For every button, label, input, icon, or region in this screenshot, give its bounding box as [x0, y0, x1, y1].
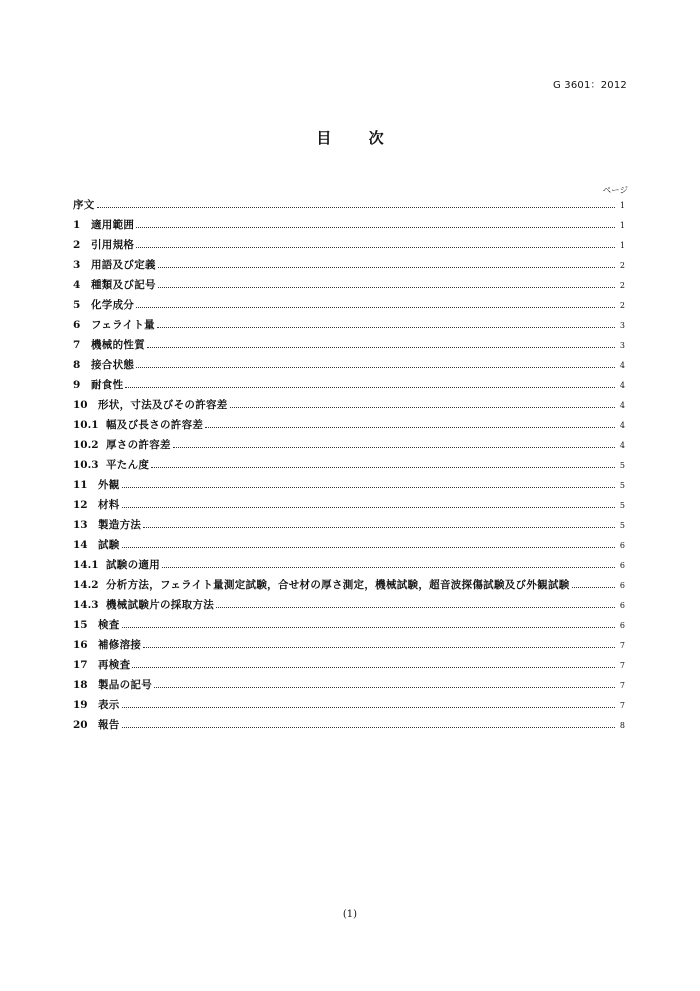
- toc-entry-label: フェライト量: [91, 319, 155, 331]
- toc-entry[interactable]: [73, 697, 625, 717]
- toc-leader-dots: [122, 547, 615, 548]
- toc-leader-dots: [122, 627, 615, 628]
- toc-entry-label: 耐食性: [91, 379, 124, 391]
- toc-entry-label: 幅及び長さの許容差: [106, 419, 204, 431]
- toc-entry[interactable]: [73, 297, 625, 317]
- toc-entry-label: 検査: [98, 619, 120, 631]
- toc-entry-page: 4: [619, 401, 625, 410]
- toc-entry-number: 10.1: [73, 419, 99, 431]
- toc-entry-number: 14.3: [73, 599, 99, 611]
- toc-entry-page: 3: [619, 341, 625, 350]
- toc-entry-number: 10.3: [73, 459, 99, 471]
- toc-entry-number: 8: [73, 359, 81, 371]
- toc-entry-page: 7: [619, 661, 625, 670]
- toc-entry-label: 用語及び定義: [91, 259, 156, 271]
- table-of-contents: [73, 197, 625, 737]
- toc-entry-number: 20: [73, 719, 88, 731]
- toc-entry[interactable]: [73, 397, 625, 417]
- toc-entry[interactable]: [73, 277, 625, 297]
- toc-entry-number: 11: [73, 479, 88, 491]
- toc-entry-label: 材料: [98, 499, 120, 511]
- toc-entry-page: 7: [619, 641, 625, 650]
- toc-entry[interactable]: [73, 517, 625, 537]
- toc-entry-label: 序文: [73, 199, 95, 211]
- toc-leader-dots: [230, 407, 615, 408]
- toc-leader-dots: [147, 347, 615, 348]
- toc-leader-dots: [572, 587, 615, 588]
- toc-entry-label: 接合状態: [91, 359, 135, 371]
- toc-entry-label: 化学成分: [91, 299, 135, 311]
- toc-entry[interactable]: [73, 617, 625, 637]
- toc-entry-number: 4: [73, 279, 81, 291]
- toc-entry-page: 1: [619, 201, 625, 210]
- toc-entry-page: 3: [619, 321, 625, 330]
- toc-entry-label: 平たん度: [106, 459, 150, 471]
- toc-entry-number: 10.2: [73, 439, 99, 451]
- toc-leader-dots: [122, 727, 615, 728]
- toc-entry-label: 再検査: [98, 659, 131, 671]
- toc-leader-dots: [136, 227, 615, 228]
- toc-entry-label: 報告: [98, 719, 120, 731]
- toc-entry-number: 13: [73, 519, 88, 531]
- toc-leader-dots: [136, 247, 615, 248]
- toc-entry-page: 6: [619, 601, 625, 610]
- toc-entry-label: 分析方法，フェライト量測定試験，合せ材の厚さ測定，機械試験，超音波探傷試験及び外観試験: [106, 579, 570, 591]
- toc-entry[interactable]: [73, 417, 625, 437]
- toc-entry-page: 2: [619, 281, 625, 290]
- toc-entry-label: 適用範囲: [91, 219, 135, 231]
- toc-entry[interactable]: [73, 457, 625, 477]
- toc-entry-page: 5: [619, 461, 625, 470]
- toc-entry-number: 2: [73, 239, 81, 251]
- toc-entry-number: 6: [73, 319, 81, 331]
- toc-leader-dots: [162, 567, 615, 568]
- toc-leader-dots: [151, 467, 615, 468]
- toc-entry-label: 機械試験片の採取方法: [106, 599, 214, 611]
- toc-entry-number: 16: [73, 639, 88, 651]
- toc-entry[interactable]: [73, 257, 625, 277]
- toc-entry-page: 8: [619, 721, 625, 730]
- toc-entry-number: 14: [73, 539, 88, 551]
- page-title: 目 次: [316, 129, 400, 147]
- toc-entry-label: 製品の記号: [98, 679, 152, 691]
- toc-entry[interactable]: [73, 557, 625, 577]
- toc-leader-dots: [125, 387, 615, 388]
- toc-entry-page: 6: [619, 541, 625, 550]
- toc-entry-number: 12: [73, 499, 88, 511]
- toc-entry-page: 4: [619, 361, 625, 370]
- toc-entry[interactable]: [73, 197, 625, 217]
- toc-entry-number: 19: [73, 699, 88, 711]
- toc-entry-page: 7: [619, 701, 625, 710]
- toc-leader-dots: [173, 447, 615, 448]
- toc-entry[interactable]: [73, 537, 625, 557]
- toc-entry[interactable]: [73, 637, 625, 657]
- toc-leader-dots: [158, 267, 615, 268]
- toc-entry-page: 4: [619, 421, 625, 430]
- toc-entry[interactable]: [73, 237, 625, 257]
- toc-entry-number: 14.1: [73, 559, 99, 571]
- toc-leader-dots: [122, 507, 615, 508]
- toc-leader-dots: [122, 487, 615, 488]
- toc-entry-label: 種類及び記号: [91, 279, 156, 291]
- toc-entry[interactable]: [73, 337, 625, 357]
- toc-entry-number: 5: [73, 299, 81, 311]
- toc-entry-page: 6: [619, 561, 625, 570]
- toc-leader-dots: [143, 647, 615, 648]
- toc-entry-label: 表示: [98, 699, 120, 711]
- toc-leader-dots: [157, 327, 615, 328]
- toc-entry[interactable]: [73, 477, 625, 497]
- toc-leader-dots: [158, 287, 615, 288]
- toc-entry-page: 1: [619, 241, 625, 250]
- page-column-label: ページ: [602, 186, 628, 196]
- toc-leader-dots: [143, 527, 615, 528]
- toc-entry-label: 試験: [98, 539, 120, 551]
- toc-entry-label: 厚さの許容差: [106, 439, 171, 451]
- toc-entry-number: 1: [73, 219, 81, 231]
- toc-entry-page: 2: [619, 301, 625, 310]
- toc-entry[interactable]: [73, 357, 625, 377]
- toc-entry[interactable]: [73, 657, 625, 677]
- footer-page-number: (1): [342, 909, 358, 920]
- toc-entry[interactable]: [73, 497, 625, 517]
- toc-entry-page: 2: [619, 261, 625, 270]
- toc-entry-number: 3: [73, 259, 81, 271]
- toc-entry-page: 6: [619, 621, 625, 630]
- toc-entry[interactable]: [73, 377, 625, 397]
- toc-entry-page: 1: [619, 221, 625, 230]
- toc-entry-label: 機械的性質: [91, 339, 145, 351]
- toc-entry[interactable]: [73, 217, 625, 237]
- toc-entry-label: 補修溶接: [98, 639, 142, 651]
- toc-entry-page: 7: [619, 681, 625, 690]
- toc-leader-dots: [154, 687, 615, 688]
- toc-leader-dots: [122, 707, 615, 708]
- toc-leader-dots: [136, 307, 615, 308]
- toc-entry-page: 5: [619, 501, 625, 510]
- toc-entry-page: 4: [619, 381, 625, 390]
- toc-entry-label: 試験の適用: [106, 559, 160, 571]
- toc-entry-page: 5: [619, 481, 625, 490]
- toc-leader-dots: [136, 367, 615, 368]
- document-number: G 3601：2012: [552, 80, 627, 91]
- toc-entry-page: 4: [619, 441, 625, 450]
- toc-entry-number: 17: [73, 659, 88, 671]
- toc-leader-dots: [205, 427, 615, 428]
- toc-entry[interactable]: [73, 717, 625, 737]
- toc-entry[interactable]: [73, 677, 625, 697]
- toc-leader-dots: [216, 607, 615, 608]
- toc-entry-number: 18: [73, 679, 88, 691]
- toc-leader-dots: [132, 667, 615, 668]
- toc-entry[interactable]: [73, 437, 625, 457]
- toc-entry-number: 7: [73, 339, 81, 351]
- toc-entry[interactable]: [73, 577, 625, 597]
- toc-entry-label: 製造方法: [98, 519, 142, 531]
- toc-leader-dots: [97, 207, 615, 208]
- toc-entry-number: 10: [73, 399, 88, 411]
- toc-entry[interactable]: [73, 597, 625, 617]
- toc-entry-number: 14.2: [73, 579, 99, 591]
- toc-entry[interactable]: [73, 317, 625, 337]
- toc-entry-page: 6: [619, 581, 625, 590]
- toc-entry-page: 5: [619, 521, 625, 530]
- toc-entry-label: 外観: [98, 479, 120, 491]
- toc-entry-label: 形状，寸法及びその許容差: [98, 399, 228, 411]
- toc-entry-number: 15: [73, 619, 88, 631]
- toc-entry-number: 9: [73, 379, 81, 391]
- toc-entry-label: 引用規格: [91, 239, 135, 251]
